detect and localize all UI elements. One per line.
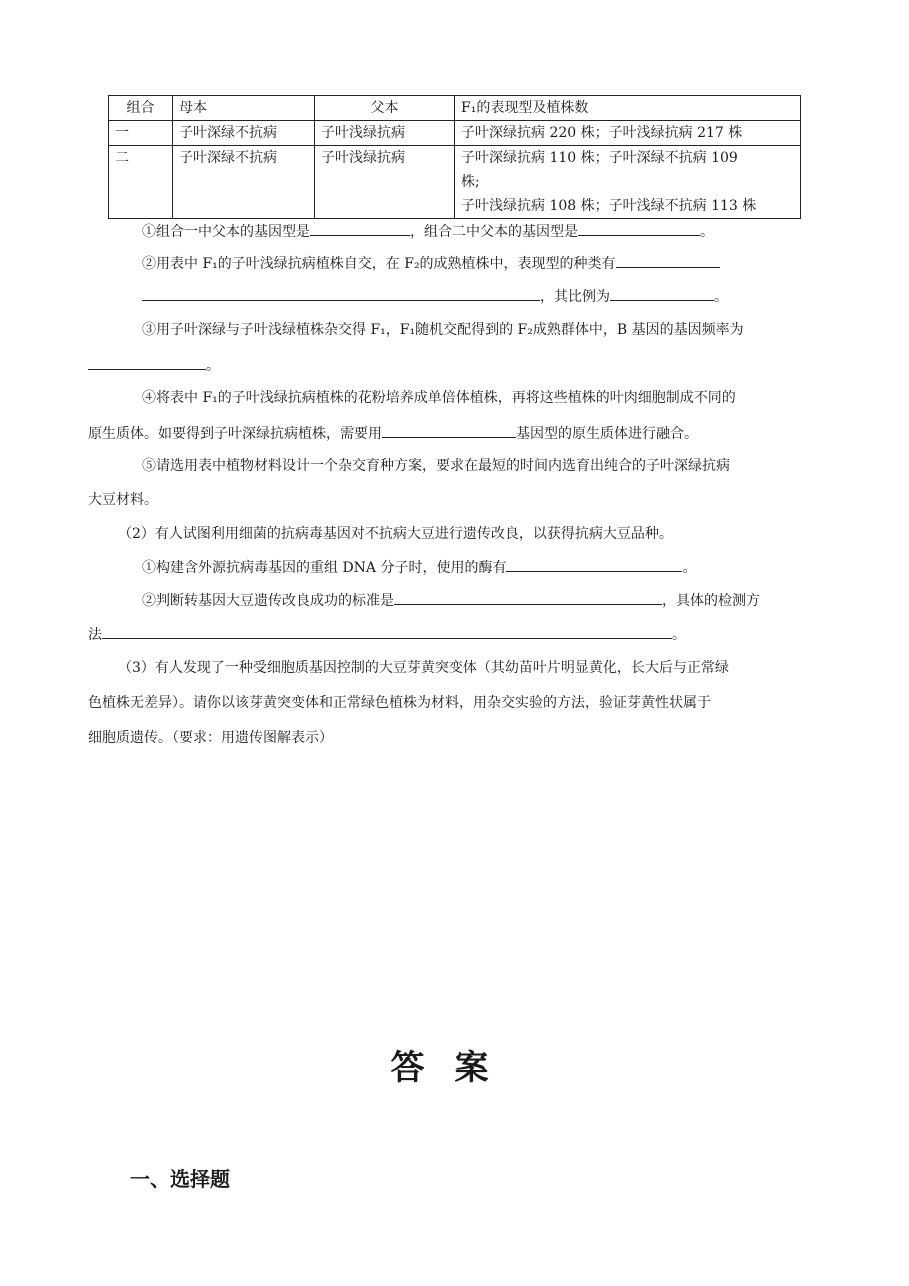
table-row <box>109 146 801 219</box>
question-5: ⑤请选用表中植物材料设计一个杂交育种方案，要求在最短的时间内选育出纯合的子叶深绿抗病 <box>142 458 730 474</box>
answer-blank[interactable] <box>142 286 540 301</box>
part-2-question-1: ①构建含外源抗病毒基因的重组 DNA 分子时，使用的酶有 。 <box>142 557 696 578</box>
question-1: ①组合一中父本的基因型是 ，组合二中父本的基因型是 。 <box>142 221 714 242</box>
question-5-cont: 大豆材料。 <box>88 492 158 508</box>
answer-blank[interactable] <box>102 624 672 639</box>
answer-blank[interactable] <box>382 423 516 438</box>
question-4-cont: 原生质体。如要得到子叶深绿抗病植株，需要用 基因型的原生质体进行融合。 <box>88 423 698 444</box>
cell-group: 二 <box>109 146 173 219</box>
table-row <box>109 121 801 146</box>
header-mother: 母本 <box>173 96 315 121</box>
answer-blank[interactable] <box>616 253 720 268</box>
question-3-cont: 。 <box>88 355 220 376</box>
header-f1: F₁的表现型及植株数 <box>455 96 801 121</box>
part-3-line-1: （3）有人发现了一种受细胞质基因控制的大豆芽黄突变体（其幼苗叶片明显黄化，长大后与正常绿 <box>118 660 729 676</box>
cell-father: 子叶浅绿抗病 <box>315 121 455 146</box>
cell-group: 一 <box>109 121 173 146</box>
answer-blank[interactable] <box>506 557 682 572</box>
part-2-question-2-cont: 法 。 <box>88 624 686 645</box>
question-3: ③用子叶深绿与子叶浅绿植株杂交得 F₁，F₁随机交配得到的 F₂成熟群体中，B 基因的基因频率为 <box>142 322 744 338</box>
question-4: ④将表中 F₁的子叶浅绿抗病植株的花粉培养成单倍体植株，再将这些植株的叶肉细胞制成不同的 <box>142 390 736 406</box>
part-2-intro: （2）有人试图利用细菌的抗病毒基因对不抗病大豆进行遗传改良，以获得抗病大豆品种。 <box>118 526 673 542</box>
part-3-line-3: 细胞质遗传。（要求：用遗传图解表示） <box>88 730 333 746</box>
cell-f1: 子叶深绿抗病 220 株；子叶浅绿抗病 217 株 <box>455 121 801 146</box>
cell-mother: 子叶深绿不抗病 <box>173 121 315 146</box>
header-group: 组合 <box>109 96 173 121</box>
part-3-line-2: 色植株无差异）。请你以该芽黄突变体和正常绿色植株为材料，用杂交实验的方法，验证芽黄性状属于 <box>88 695 711 711</box>
answer-blank[interactable] <box>310 221 410 236</box>
cell-mother: 子叶深绿不抗病 <box>173 146 315 219</box>
cross-results-table <box>108 95 801 219</box>
answer-title: 答案 <box>390 1048 519 1088</box>
cell-f1: 子叶深绿抗病 110 株；子叶深绿不抗病 109 株; 子叶浅绿抗病 108 株；子叶浅绿不抗病 113 株 <box>455 146 801 219</box>
table-header-row <box>109 96 801 121</box>
cell-father: 子叶浅绿抗病 <box>315 146 455 219</box>
answer-blank[interactable] <box>88 355 206 370</box>
section-heading: 一、选择题 <box>130 1167 230 1191</box>
part-2-question-2: ②判断转基因大豆遗传改良成功的标准是 ，具体的检测方 <box>142 590 760 611</box>
answer-blank[interactable] <box>394 590 662 605</box>
question-2-cont: ，其比例为 。 <box>142 286 728 307</box>
answer-blank[interactable] <box>578 221 700 236</box>
header-father: 父本 <box>315 96 455 121</box>
question-2: ②用表中 F₁的子叶浅绿抗病植株自交，在 F₂的成熟植株中，表现型的种类有 <box>142 253 720 274</box>
answer-blank[interactable] <box>610 286 714 301</box>
